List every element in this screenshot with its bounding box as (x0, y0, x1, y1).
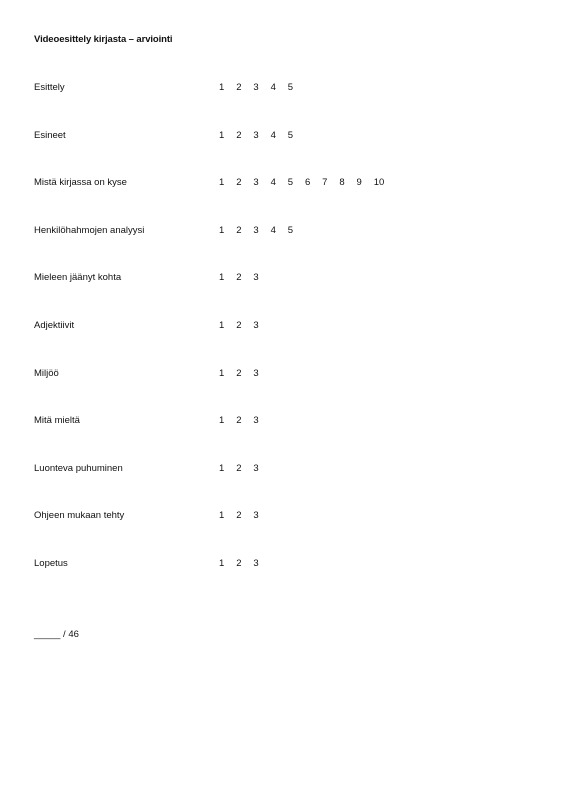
score-option[interactable]: 2 (236, 272, 242, 284)
score-option[interactable]: 2 (236, 415, 242, 427)
score-option[interactable]: 4 (270, 177, 276, 189)
score-option[interactable]: 3 (253, 224, 259, 236)
score-option[interactable]: 2 (236, 224, 242, 236)
criterion-row (0, 509, 565, 523)
score-option[interactable]: 3 (253, 510, 259, 522)
score-option[interactable]: 5 (287, 224, 294, 236)
score-option[interactable]: 2 (236, 82, 242, 93)
score-scale (219, 176, 391, 190)
score-option[interactable]: 3 (253, 129, 259, 141)
score-scale (219, 462, 271, 476)
score-option[interactable]: 3 (253, 320, 259, 331)
score-option[interactable]: 3 (253, 558, 259, 569)
criterion-row (0, 462, 565, 476)
score-option[interactable]: 10 (373, 177, 385, 189)
score-option[interactable]: 1 (219, 82, 225, 93)
score-option[interactable]: 3 (253, 367, 259, 379)
total-score-line: _____ / 46 (34, 629, 79, 640)
criterion-row (0, 319, 565, 333)
score-option[interactable]: 2 (236, 129, 242, 141)
criterion-label: Luonteva puhuminen (34, 462, 123, 474)
score-scale (219, 414, 271, 428)
score-option[interactable]: 4 (270, 224, 276, 236)
score-option[interactable]: 4 (270, 82, 276, 93)
score-scale (219, 224, 305, 238)
criterion-label: Mitä mieltä (34, 415, 80, 427)
criterion-row (0, 414, 565, 428)
criterion-row (0, 224, 565, 238)
criterion-label: Adjektiivit (34, 320, 75, 331)
score-option[interactable]: 9 (356, 177, 362, 189)
score-option[interactable]: 8 (339, 177, 345, 189)
score-option[interactable]: 6 (304, 177, 311, 189)
score-option[interactable]: 1 (219, 462, 225, 474)
score-option[interactable]: 1 (219, 224, 225, 236)
score-scale (219, 509, 271, 523)
score-option[interactable]: 2 (236, 462, 242, 474)
score-option[interactable]: 1 (219, 415, 225, 427)
score-option[interactable]: 5 (287, 177, 294, 189)
score-option[interactable]: 4 (270, 129, 276, 141)
score-option[interactable]: 2 (236, 320, 242, 331)
criterion-label: Esineet (34, 129, 66, 141)
score-scale (219, 271, 271, 285)
score-option[interactable]: 3 (253, 82, 259, 93)
score-option[interactable]: 1 (219, 558, 225, 569)
criterion-row (0, 81, 565, 95)
score-scale (219, 129, 305, 143)
criterion-label: Esittely (34, 82, 65, 93)
criterion-label: Lopetus (34, 558, 68, 569)
score-option[interactable]: 1 (219, 129, 225, 141)
criterion-label: Ohjeen mukaan tehty (34, 510, 125, 522)
criterion-label: Henkilöhahmojen analyysi (34, 224, 145, 236)
score-option[interactable]: 1 (219, 177, 225, 189)
score-option[interactable]: 2 (236, 367, 242, 379)
score-option[interactable]: 1 (219, 367, 225, 379)
criterion-row (0, 129, 565, 143)
score-option[interactable]: 3 (253, 272, 259, 284)
score-scale (219, 81, 305, 95)
score-option[interactable]: 5 (287, 129, 294, 141)
score-option[interactable]: 3 (253, 177, 259, 189)
page-title: Videoesittely kirjasta – arviointi (34, 34, 173, 45)
score-option[interactable]: 7 (322, 177, 328, 189)
criterion-row (0, 557, 565, 571)
criterion-label: Mieleen jäänyt kohta (34, 272, 122, 284)
score-option[interactable]: 2 (236, 510, 242, 522)
score-scale (219, 557, 271, 571)
score-option[interactable]: 1 (219, 510, 225, 522)
score-option[interactable]: 3 (253, 415, 259, 427)
score-scale (219, 367, 271, 381)
score-option[interactable]: 1 (219, 272, 225, 284)
score-option[interactable]: 5 (287, 82, 294, 93)
score-scale (219, 319, 271, 333)
score-option[interactable]: 1 (219, 320, 225, 331)
score-option[interactable]: 3 (253, 462, 259, 474)
score-option[interactable]: 2 (236, 177, 242, 189)
criterion-row (0, 367, 565, 381)
criterion-row (0, 271, 565, 285)
criterion-row (0, 176, 565, 190)
criterion-label: Miljöö (34, 367, 59, 379)
score-option[interactable]: 2 (236, 558, 242, 569)
criterion-label: Mistä kirjassa on kyse (34, 177, 127, 189)
